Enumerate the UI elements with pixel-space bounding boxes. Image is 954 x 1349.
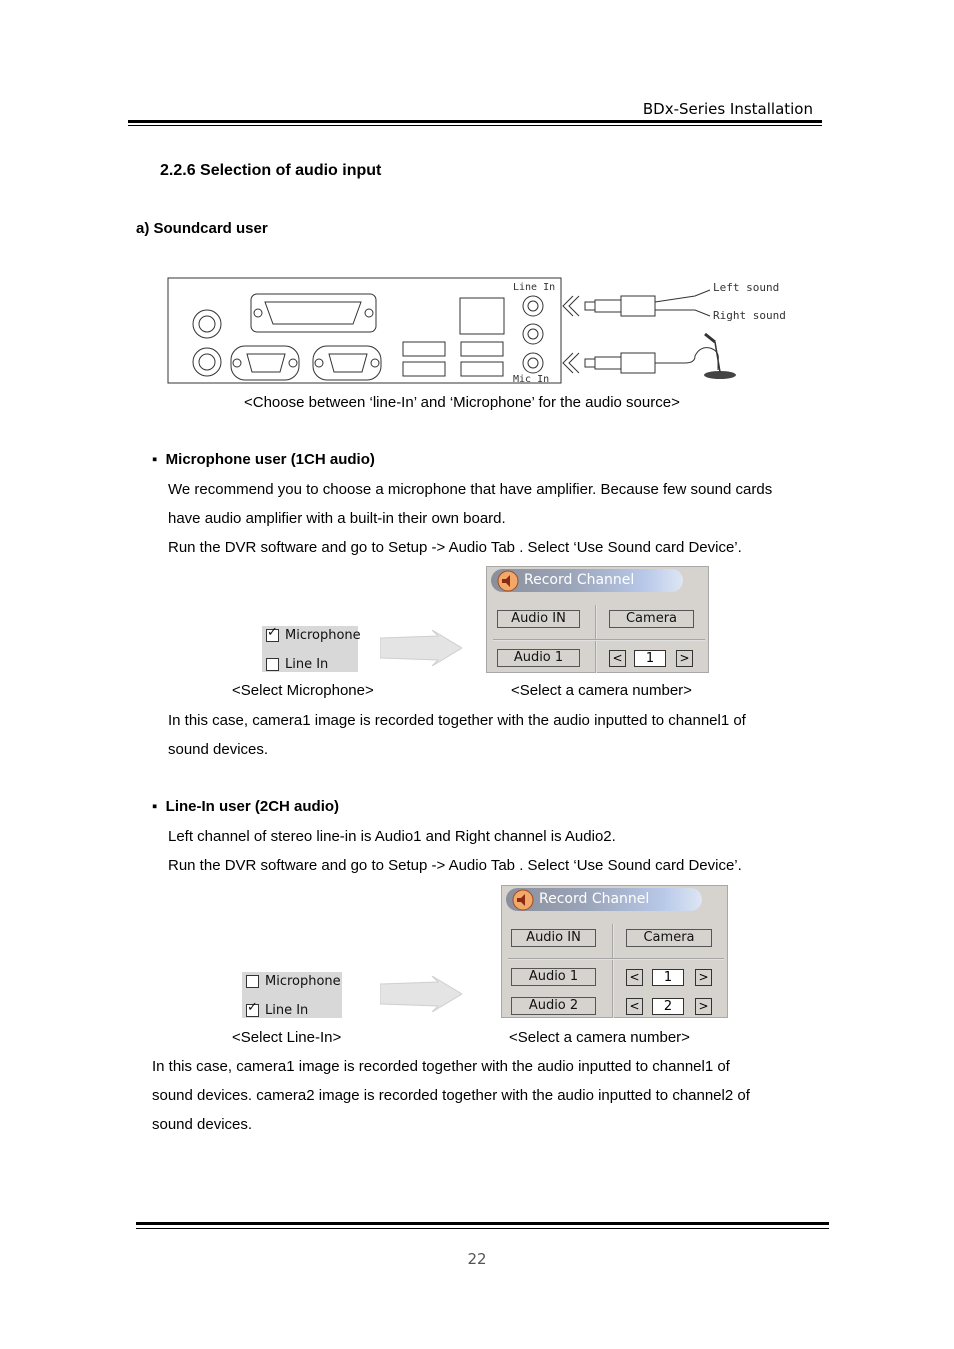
microphone-icon (704, 334, 736, 379)
line-in-user-paragraph: Left channel of stereo line-in is Audio1 and Right channel is Audio2. Run the DVR software and go to Setup -> Audio Tab . Select ‘Use Sound card Device’. (168, 828, 742, 874)
camera-increment-button[interactable] (676, 650, 693, 667)
audio-1-button[interactable]: Audio 1 (511, 968, 596, 986)
soundcard-subheading: a) Soundcard user (136, 220, 268, 237)
camera-2-increment-button[interactable] (695, 998, 712, 1015)
bullet-icon: ▪ (152, 798, 158, 815)
checkbox-checked-icon: ✓ (267, 625, 278, 640)
insert-arrow-icon (563, 296, 579, 373)
mic-in-label: Mic In (513, 374, 550, 385)
camera-number-field[interactable]: 1 (634, 650, 666, 667)
line-in-user-heading: ▪ Line-In user (2CH audio) (152, 798, 340, 815)
select-camera-caption: <Select a camera number> (509, 1029, 690, 1046)
audio-1-button[interactable]: Audio 1 (497, 649, 580, 667)
audio-2-button[interactable]: Audio 2 (511, 997, 596, 1015)
camera-2-decrement-button[interactable] (626, 998, 643, 1015)
soundcard-caption: <Choose between ‘line-In’ and ‘Microphone’ for the audio source> (244, 394, 680, 411)
line-in-checkbox[interactable]: ✓ Line In (247, 1000, 309, 1018)
checkbox-checked-icon: ✓ (247, 1000, 258, 1015)
microphone-checkbox[interactable]: Microphone (246, 974, 341, 989)
line-in-user-result: In this case, camera1 image is recorded together with the audio inputted to channel1 of sound devices. camera2 image is recorded together with the audio inputted to channel2 of sound devices. (152, 1058, 750, 1133)
mic-user-result: In this case, camera1 image is recorded together with the audio inputted to channel1 of sound devices. (168, 712, 746, 758)
camera-1-decrement-button[interactable] (626, 969, 643, 986)
speaker-icon (497, 570, 519, 592)
left-sound-label: Left sound (713, 281, 780, 294)
camera-decrement-button[interactable] (609, 650, 626, 667)
soundcard-back-panel-diagram (165, 276, 795, 388)
line-in-label: Line In (513, 282, 556, 293)
chevron-right-icon: > (698, 999, 709, 1013)
chevron-right-icon: > (679, 651, 690, 665)
audio-source-checkboxes (262, 625, 361, 672)
microphone-checkbox[interactable]: ✓ Microphone (267, 625, 361, 643)
select-camera-caption: <Select a camera number> (511, 682, 692, 699)
select-line-in-caption: <Select Line-In> (232, 1029, 342, 1046)
header-rule-thin (128, 125, 822, 126)
camera-1-number-field[interactable]: 1 (652, 969, 684, 986)
chevron-left-icon: < (612, 651, 623, 665)
camera-2-number-field[interactable]: 2 (652, 998, 684, 1015)
footer-rule-thin (136, 1228, 829, 1229)
mic-user-heading: ▪ Microphone user (1CH audio) (152, 451, 375, 468)
audio-source-checkboxes-line-in (242, 972, 342, 1018)
header-rule (128, 120, 822, 123)
record-channel-panel (486, 566, 709, 673)
camera-column-header: Camera (626, 929, 712, 947)
chevron-left-icon: < (629, 970, 640, 984)
arrow-right-graphic-icon (380, 976, 462, 1012)
audio-in-column-header: Audio IN (511, 929, 596, 947)
camera-column-header: Camera (609, 610, 694, 628)
line-in-checkbox[interactable]: Line In (266, 657, 328, 672)
footer-rule (136, 1222, 829, 1225)
camera-1-increment-button[interactable] (695, 969, 712, 986)
audio-in-column-header: Audio IN (497, 610, 580, 628)
select-microphone-caption: <Select Microphone> (232, 682, 374, 699)
chevron-left-icon: < (629, 999, 640, 1013)
right-sound-label: Right sound (713, 309, 786, 322)
record-channel-title-bar: Record Channel (487, 567, 708, 594)
mic-user-paragraph: We recommend you to choose a microphone that have amplifier. Because few sound cards have audio amplifier with a built-in their own board. Run the DVR software and go to Setup -> Audio Tab . Select ‘Use Sound card Device’. (168, 481, 773, 556)
stereo-plug-icon (585, 290, 710, 316)
arrow-right-graphic-icon (380, 630, 462, 666)
speaker-icon (512, 889, 534, 911)
chevron-right-icon: > (698, 970, 709, 984)
record-channel-title-bar: Record Channel (502, 886, 727, 913)
section-heading: 2.2.6 Selection of audio input (160, 162, 382, 179)
bullet-icon: ▪ (152, 451, 158, 468)
checkbox-unchecked-icon (246, 975, 259, 988)
page-number: 22 (467, 1250, 487, 1268)
microphone-plug-icon (585, 348, 718, 373)
checkbox-unchecked-icon (266, 658, 279, 671)
record-channel-panel-2ch (501, 885, 728, 1018)
header-title: BDx-Series Installation (642, 100, 813, 118)
